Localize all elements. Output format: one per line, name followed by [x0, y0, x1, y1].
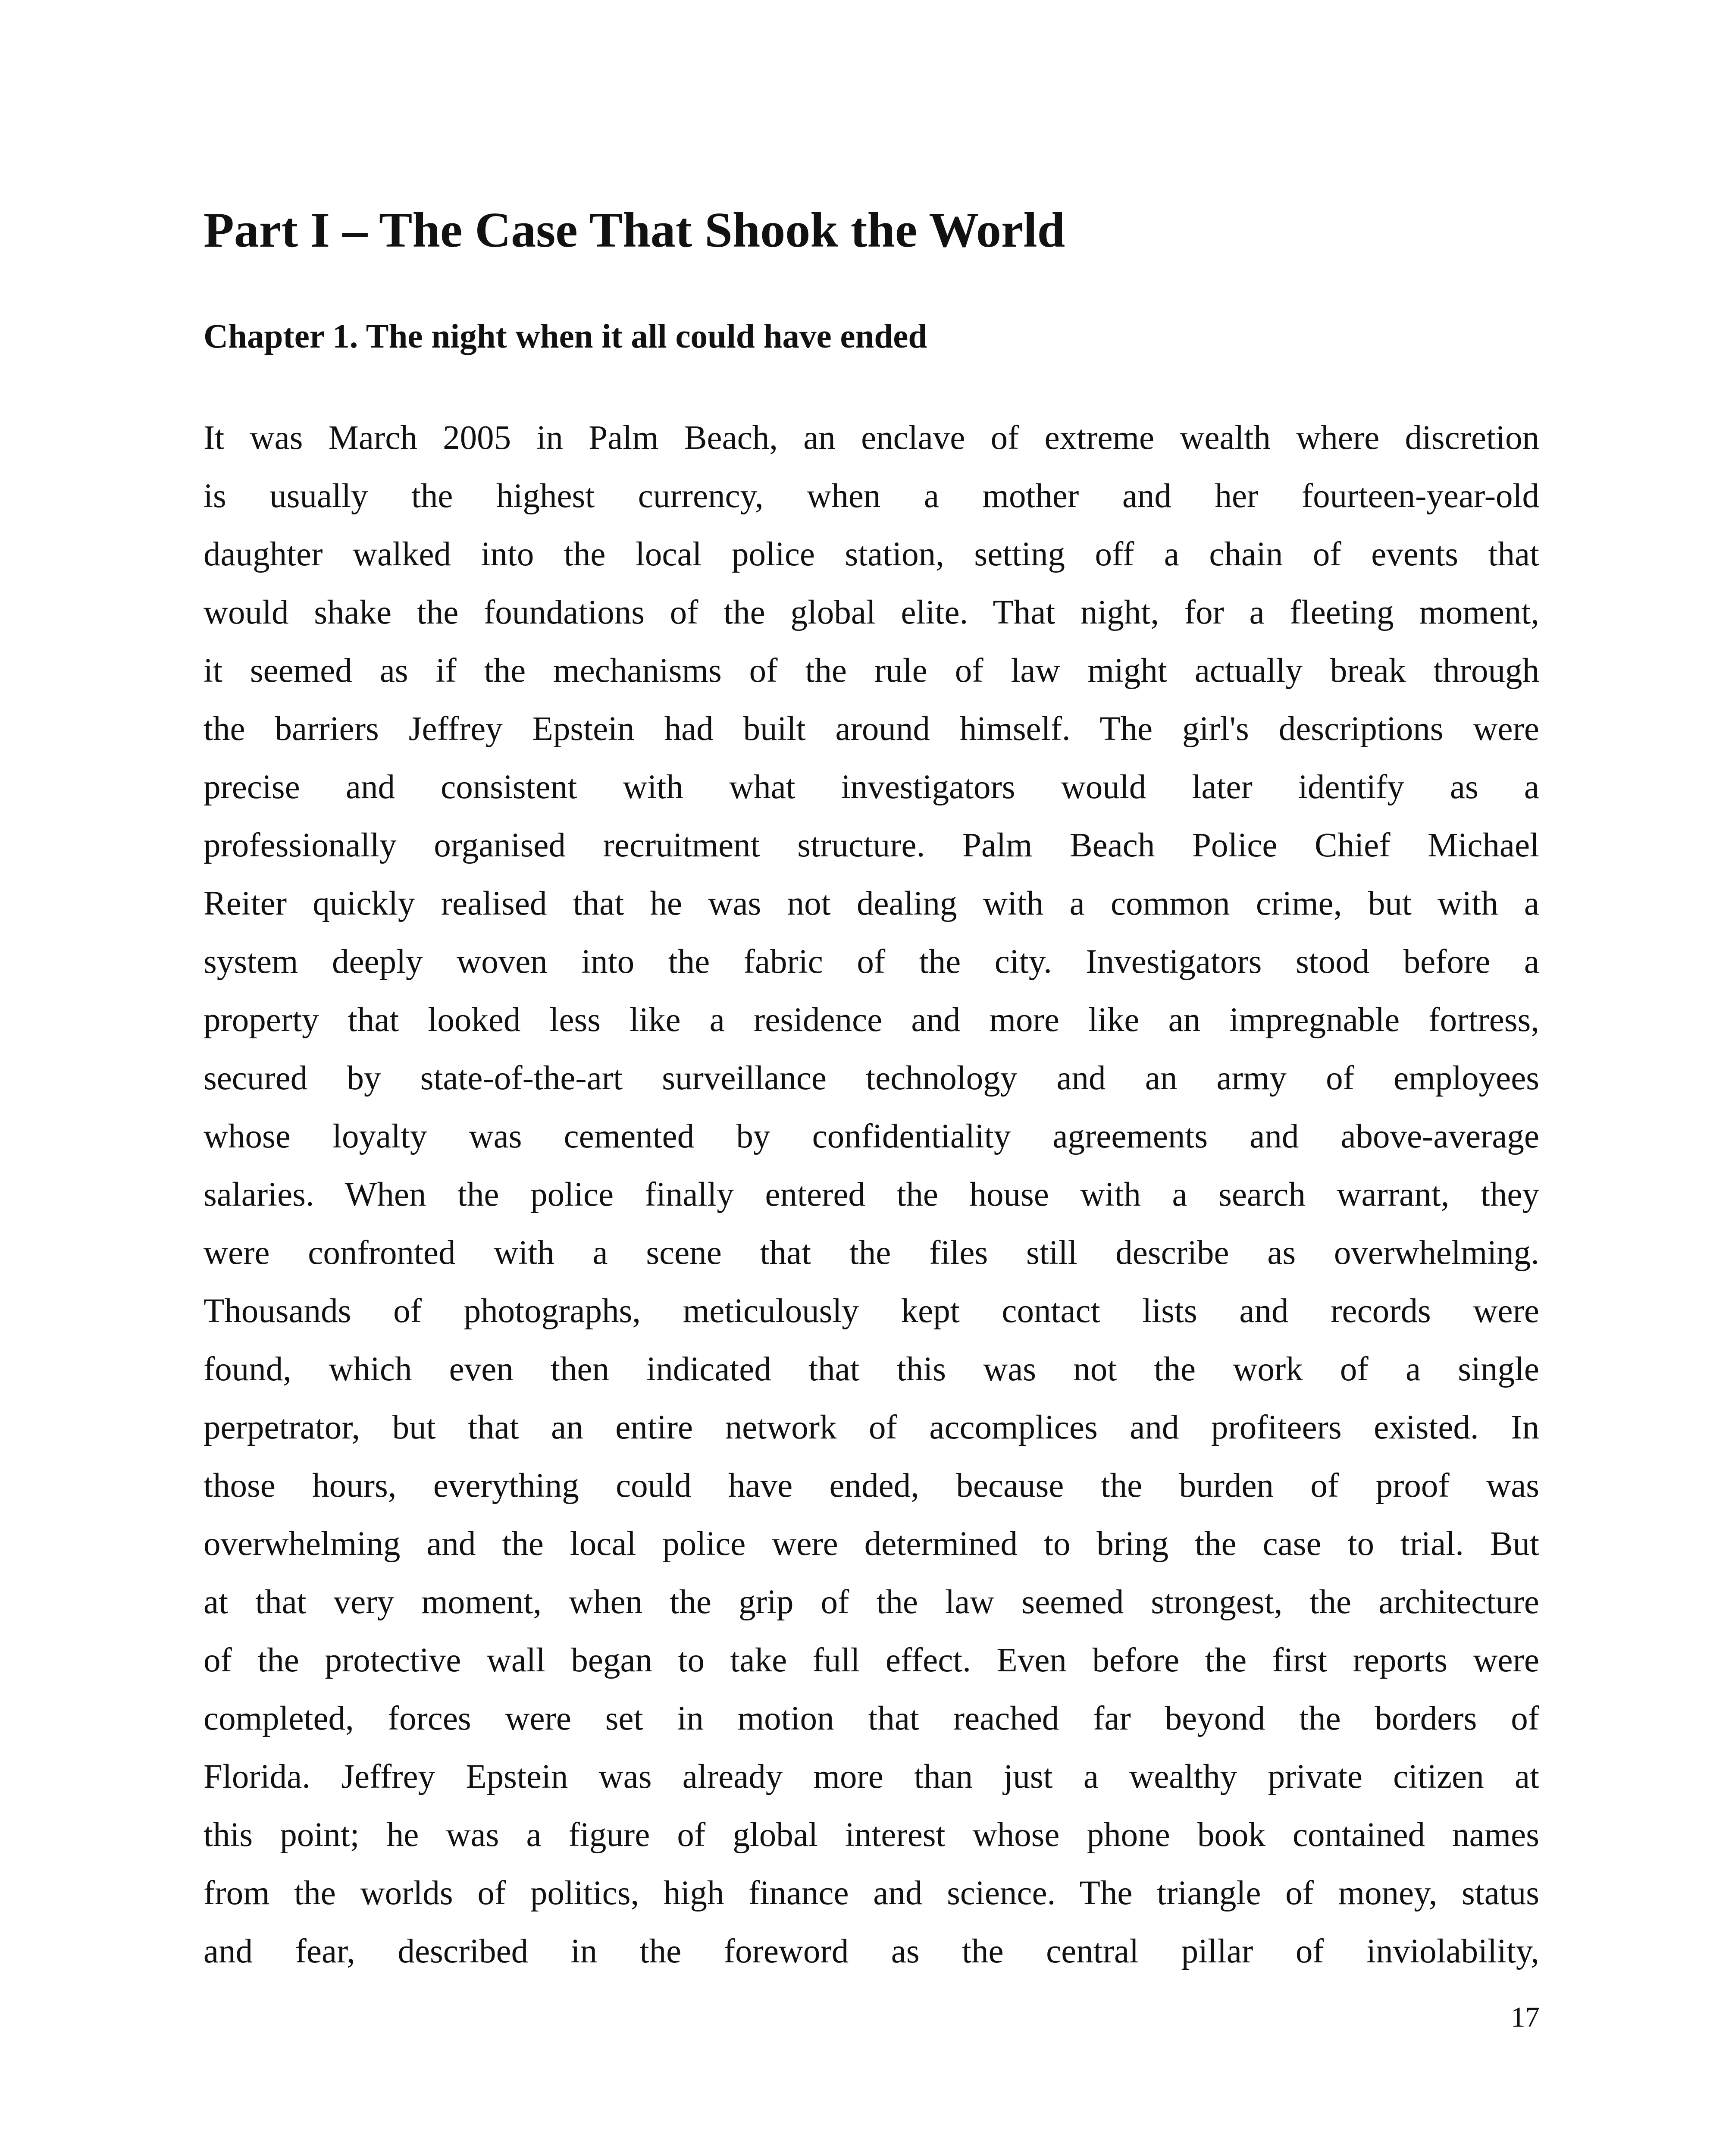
body-line: perpetrator, but that an entire network of accomplices and profiteers existed. In [204, 1409, 1539, 1446]
body-line: Florida. Jeffrey Epstein was already more than just a wealthy private citizen at [204, 1758, 1539, 1796]
body-line: of the protective wall began to take full effect. Even before the first reports were [204, 1642, 1539, 1679]
body-line: daughter walked into the local police station, setting off a chain of events that [204, 536, 1539, 573]
body-line: at that very moment, when the grip of the law seemed strongest, the architecture [204, 1583, 1539, 1621]
body-line: Thousands of photographs, meticulously kept contact lists and records were [204, 1292, 1539, 1330]
body-line: is usually the highest currency, when a mother and her fourteen-year-old [204, 477, 1539, 515]
body-line: this point; he was a figure of global interest whose phone book contained names [204, 1816, 1539, 1854]
body-line: and fear, described in the foreword as the central pillar of inviolability, [204, 1933, 1539, 1970]
body-line: system deeply woven into the fabric of the city. Investigators stood before a [204, 943, 1539, 981]
body-line: those hours, everything could have ended, because the burden of proof was [204, 1467, 1539, 1504]
body-line: found, which even then indicated that this was not the work of a single [204, 1351, 1539, 1388]
body-line: professionally organised recruitment structure. Palm Beach Police Chief Michael [204, 827, 1539, 864]
page-number: 17 [1511, 2001, 1540, 2033]
body-line: the barriers Jeffrey Epstein had built around himself. The girl's descriptions were [204, 710, 1539, 748]
body-line: secured by state-of-the-art surveillance technology and an army of employees [204, 1059, 1539, 1097]
body-line: precise and consistent with what investigators would later identify as a [204, 768, 1539, 806]
chapter-title: Chapter 1. The night when it all could have ended [204, 318, 927, 355]
body-line: it seemed as if the mechanisms of the rule of law might actually break through [204, 652, 1539, 689]
body-line: salaries. When the police finally entered the house with a search warrant, they [204, 1176, 1539, 1213]
body-line: property that looked less like a residence and more like an impregnable fortress, [204, 1001, 1539, 1039]
body-line: completed, forces were set in motion that reached far beyond the borders of [204, 1700, 1539, 1737]
part-title: Part I – The Case That Shook the World [204, 203, 1065, 258]
chapter-body-paragraph [204, 409, 1539, 1981]
body-line: Reiter quickly realised that he was not dealing with a common crime, but with a [204, 885, 1539, 922]
body-line: It was March 2005 in Palm Beach, an enclave of extreme wealth where discretion [204, 419, 1539, 457]
body-line: were confronted with a scene that the files still describe as overwhelming. [204, 1234, 1539, 1272]
body-line: whose loyalty was cemented by confidentiality agreements and above-average [204, 1118, 1539, 1155]
body-line: overwhelming and the local police were determined to bring the case to trial. But [204, 1525, 1539, 1563]
body-line: would shake the foundations of the global elite. That night, for a fleeting moment, [204, 594, 1539, 631]
body-line: from the worlds of politics, high finance and science. The triangle of money, status [204, 1874, 1539, 1912]
